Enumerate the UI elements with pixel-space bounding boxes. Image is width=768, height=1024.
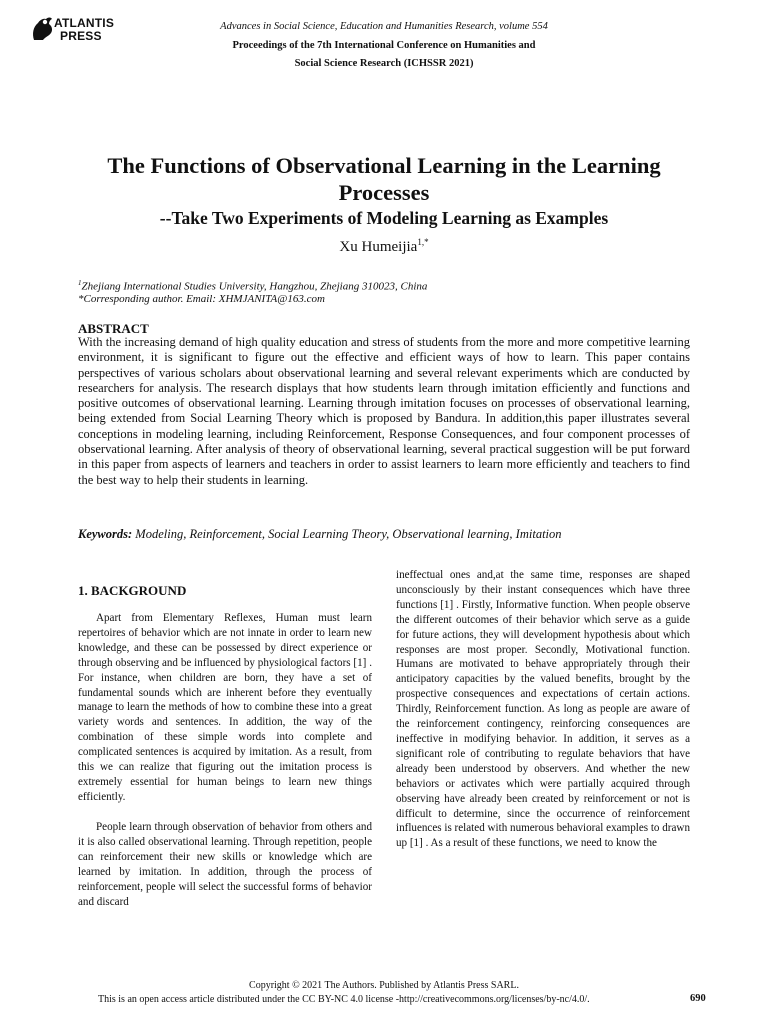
footer-license: This is an open access article distributed under the CC BY-NC 4.0 license -http://creativecommons.org/licenses/by-nc/4.0/. bbox=[98, 994, 590, 1005]
section-heading: 1. BACKGROUND bbox=[78, 583, 187, 598]
proceedings-line-2: Social Science Research (ICHSSR 2021) bbox=[294, 58, 474, 69]
author bbox=[0, 237, 768, 256]
footer-copyright: Copyright © 2021 The Authors. Published by Atlantis Press SARL. bbox=[249, 980, 519, 991]
logo-word-press: PRESS bbox=[60, 29, 102, 43]
affiliation-text: Zhejiang International Studies University, Hangzhou, Zhejiang 310023, China bbox=[81, 280, 428, 293]
logo-word-atlantis: ATLANTIS bbox=[54, 16, 115, 30]
keywords bbox=[78, 527, 690, 542]
right-column-text: ineffectual ones and,at the same time, responses are shaped unconsciously by their instant consequences which have three functions [1] . Firstly, Informative function. When people observe the different outcomes of their behavior which serve as a guide for future actions, they will development hypothesis about which responses are most proper. Secondly, Motivational function. Humans are motivated to behave appropriately through their anticipatory capacities by the valued benefits, brought by the prospective consequences and expectations of certain actions. Thirdly, Reinforcement function. As long as people are aware of the reinforcement contingency, reinforcing consequences are ineffective in modifying behavior. In addition, it serves as a significant role of contributing to regulate behaviors that have already been understood by observers. And whether the new behaviors or activates which were partially acquired through observing have already been created by reinforcement or not is difficult to determine, since the occurrence of reinforcement influences is related with numerous behavioral examples to drawn up [1] . As a result of these functions, we need to know the bbox=[396, 569, 690, 850]
paper-title: The Functions of Observational Learning in the Learning Processes bbox=[107, 153, 661, 205]
keywords-label: Keywords: bbox=[78, 527, 133, 541]
paragraph-2: People learn through observation of behavior from others and it is also called observational learning. Through repetition, people can reinforcement their new skills or knowledge which are learned by imitation. In addition, through the process of reinforcement, people will select the successful forms of behavior and discard bbox=[78, 821, 372, 908]
corresponding-author: *Corresponding author. Email: XHMJANITA@163.com bbox=[78, 293, 325, 305]
affiliation-superscript: 1 bbox=[78, 279, 82, 287]
body-paragraph bbox=[78, 611, 372, 805]
author-superscript: 1,* bbox=[417, 237, 429, 247]
abstract-text: With the increasing demand of high quality education and stress of students from the more and more competitive learning environment, it is significant to figure out the effective and efficient ways of how to learn. This paper contains perspectives of various scholars about observational learning and several relevant experiments which are conducted by researchers for analysis. The research displays that how students learn through imitation efficiently and functions and positive outcomes of observational learning. Learning through imitation focuses on processes of observational learning, being extended from Social Learning Theory which is proposed by Bandura. In addition,this paper illustrates several conceptions in modeling learning, including Reinforcement, Response Consequences, and four component processes of observational learning. After analysis of theory of observational learning, several practical suggestion will be put forward in this paper from aspects of learners and teachers in order to assist learners to learn more efficiently and teachers to find the best way to help their students in learning. bbox=[78, 335, 690, 487]
paragraph-1: Apart from Elementary Reflexes, Human must learn repertoires of behavior which are not innate in order to learn new knowledge, and these can be possessed by direct experience or through observing and be influenced by physiological factors [1] . For instance, when children are born, they have a set of fundamental sounds which are inherent before they eventually manage to learn the methods of how to combine these into a great variety words and sentences. In addition, the way of the combination of these simple words into complete and complicated sentences is acquired by imitation. As a result, from this we can realize that figuring out the imitation process is extremely essential for human beings to learn new things efficiently. bbox=[78, 612, 372, 803]
abstract-heading: ABSTRACT bbox=[78, 321, 149, 336]
right-column bbox=[396, 568, 690, 851]
page-number: 690 bbox=[690, 993, 706, 1004]
paper-subtitle: --Take Two Experiments of Modeling Learning as Examples bbox=[159, 208, 609, 228]
proceedings-line-1: Proceedings of the 7th International Conference on Humanities and bbox=[232, 40, 536, 51]
keywords-value: Modeling, Reinforcement, Social Learning Theory, Observational learning, Imitation bbox=[135, 527, 562, 541]
journal-header: Advances in Social Science, Education and Humanities Research, volume 554 bbox=[220, 21, 548, 32]
body-paragraph bbox=[78, 820, 372, 909]
affiliation bbox=[78, 279, 427, 293]
author-name: Xu Humeijia bbox=[339, 239, 418, 255]
